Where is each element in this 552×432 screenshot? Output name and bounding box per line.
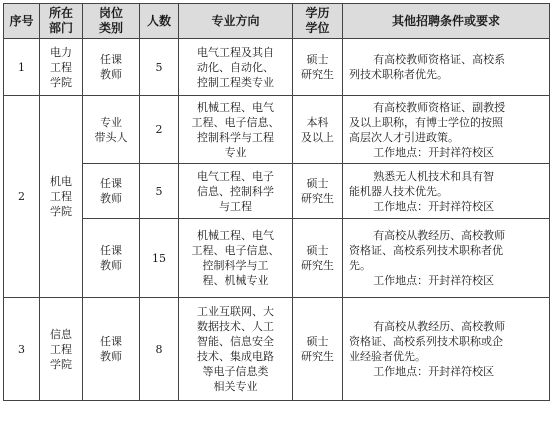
cell-major: 机械工程、电气 工程、电子信息、 控制科学与工程 专业 (179, 96, 293, 164)
header-dept: 所在 部门 (40, 4, 83, 39)
cell-type: 任课 教师 (83, 298, 140, 401)
cell-degree: 硕士 研究生 (293, 219, 343, 298)
table-row (4, 39, 550, 96)
cell-other: 熟悉无人机技术和具有智 能机器人技术优先。 工作地点：开封祥符校区 (343, 164, 550, 219)
cell-count: 5 (140, 164, 179, 219)
recruitment-table (3, 3, 550, 401)
cell-other: 有高校从教经历、高校教师 资格证、高校系列技术职称或企 业经验者优先。 工作地点：开封祥符校区 (343, 298, 550, 401)
table-row (4, 298, 550, 401)
cell-degree: 硕士 研究生 (293, 164, 343, 219)
cell-degree: 硕士 研究生 (293, 39, 343, 96)
header-degree: 学历 学位 (293, 4, 343, 39)
cell-type: 任课 教师 (83, 219, 140, 298)
cell-no: 1 (4, 39, 40, 96)
cell-other: 有高校教师资格证、副教授 及以上职称，有博士学位的按照 高层次人才引进政策。 工作地点：开封祥符校区 (343, 96, 550, 164)
cell-no: 3 (4, 298, 40, 401)
cell-type: 任课 教师 (83, 39, 140, 96)
cell-no: 2 (4, 96, 40, 298)
header-count: 人数 (140, 4, 179, 39)
cell-dept: 电力 工程 学院 (40, 39, 83, 96)
header-major: 专业方向 (179, 4, 293, 39)
header-no: 序号 (4, 4, 40, 39)
cell-degree: 本科 及以上 (293, 96, 343, 164)
cell-type: 任课 教师 (83, 164, 140, 219)
cell-degree: 硕士 研究生 (293, 298, 343, 401)
cell-major: 工业互联网、大 数据技术、人工 智能、信息安全 技术、集成电路 等电子信息类 相关专业 (179, 298, 293, 401)
cell-type: 专业 带头人 (83, 96, 140, 164)
table-row (4, 96, 550, 164)
cell-count: 8 (140, 298, 179, 401)
cell-count: 15 (140, 219, 179, 298)
cell-dept: 信息 工程 学院 (40, 298, 83, 401)
cell-major: 电气工程及其自 动化、自动化、 控制工程类专业 (179, 39, 293, 96)
cell-count: 2 (140, 96, 179, 164)
table-row (4, 219, 550, 298)
header-type: 岗位 类别 (83, 4, 140, 39)
cell-major: 机械工程、电气 工程、电子信息、 控制科学与工 程、机械专业 (179, 219, 293, 298)
cell-dept: 机电 工程 学院 (40, 96, 83, 298)
cell-count: 5 (140, 39, 179, 96)
header-other: 其他招聘条件或要求 (343, 4, 550, 39)
table-row (4, 164, 550, 219)
cell-major: 电气工程、电子 信息、控制科学 与工程 (179, 164, 293, 219)
cell-other: 有高校从教经历、高校教师 资格证、高校系列技术职称者优 先。 工作地点：开封祥符校区 (343, 219, 550, 298)
cell-other: 有高校教师资格证、高校系 列技术职称者优先。 (343, 39, 550, 96)
header-row (4, 4, 550, 39)
